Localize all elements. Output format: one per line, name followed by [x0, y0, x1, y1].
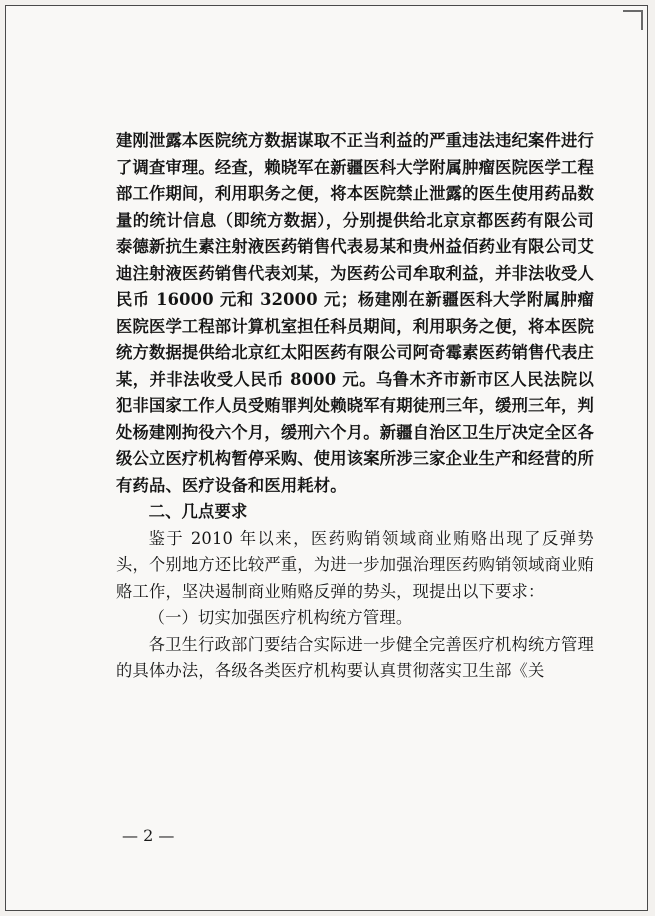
- paragraph-requirements-intro: 鉴于 2010 年以来，医药购销领域商业贿赂出现了反弹势头，个别地方还比较严重，为进一步加强治理医药购销领域商业贿赂工作，坚决遏制商业贿赂反弹的势头，现提出以下要求：: [116, 528, 594, 601]
- page-number: — 2 —: [122, 826, 175, 845]
- paragraph-health-departments: 各卫生行政部门要结合实际进一步健全完善医疗机构统方管理的具体办法，各级各类医疗机构要认真贯彻落实卫生部《关: [116, 634, 594, 680]
- page-corner-mark: [623, 10, 643, 30]
- subheading-prescription-management: （一）切实加强医疗机构统方管理。: [148, 608, 413, 627]
- document-body: [116, 128, 594, 685]
- section-heading-requirements: 二、几点要求: [148, 502, 248, 521]
- paragraph-case-details: 建刚泄露本医院统方数据谋取不正当利益的严重违法违纪案件进行了调查审理。经查，赖晓军在新疆医科大学附属肿瘤医院医学工程部工作期间，利用职务之便，将本医院禁止泄露的医生使用药品数量的统计信息（即统方数据），分别提供给北京京都医药有限公司泰德新抗生素注射液医药销售代表易某和贵州益佰药业有限公司艾迪注射液医药销售代表刘某，为医药公司牟取利益，并非法收受人民币 16000 元和 32000 元；杨建刚在新疆医科大学附属肿瘤医院医学工程部计算机室担任科员期间，利用职务之便，将本医院统方数据提供给北京红太阳医药有限公司阿奇霉素医药销售代表庄某，并非法收受人民币 8000 元。乌鲁木齐市新市区人民法院以犯非国家工作人员受贿罪判处赖晓军有期徒刑三年，缓刑三年，判处杨建刚拘役六个月，缓刑六个月。新疆自治区卫生厅决定全区各级公立医疗机构暂停采购、使用该案所涉三家企业生产和经营的所有药品、医疗设备和医用耗材。: [116, 131, 594, 495]
- document-page: [5, 5, 648, 911]
